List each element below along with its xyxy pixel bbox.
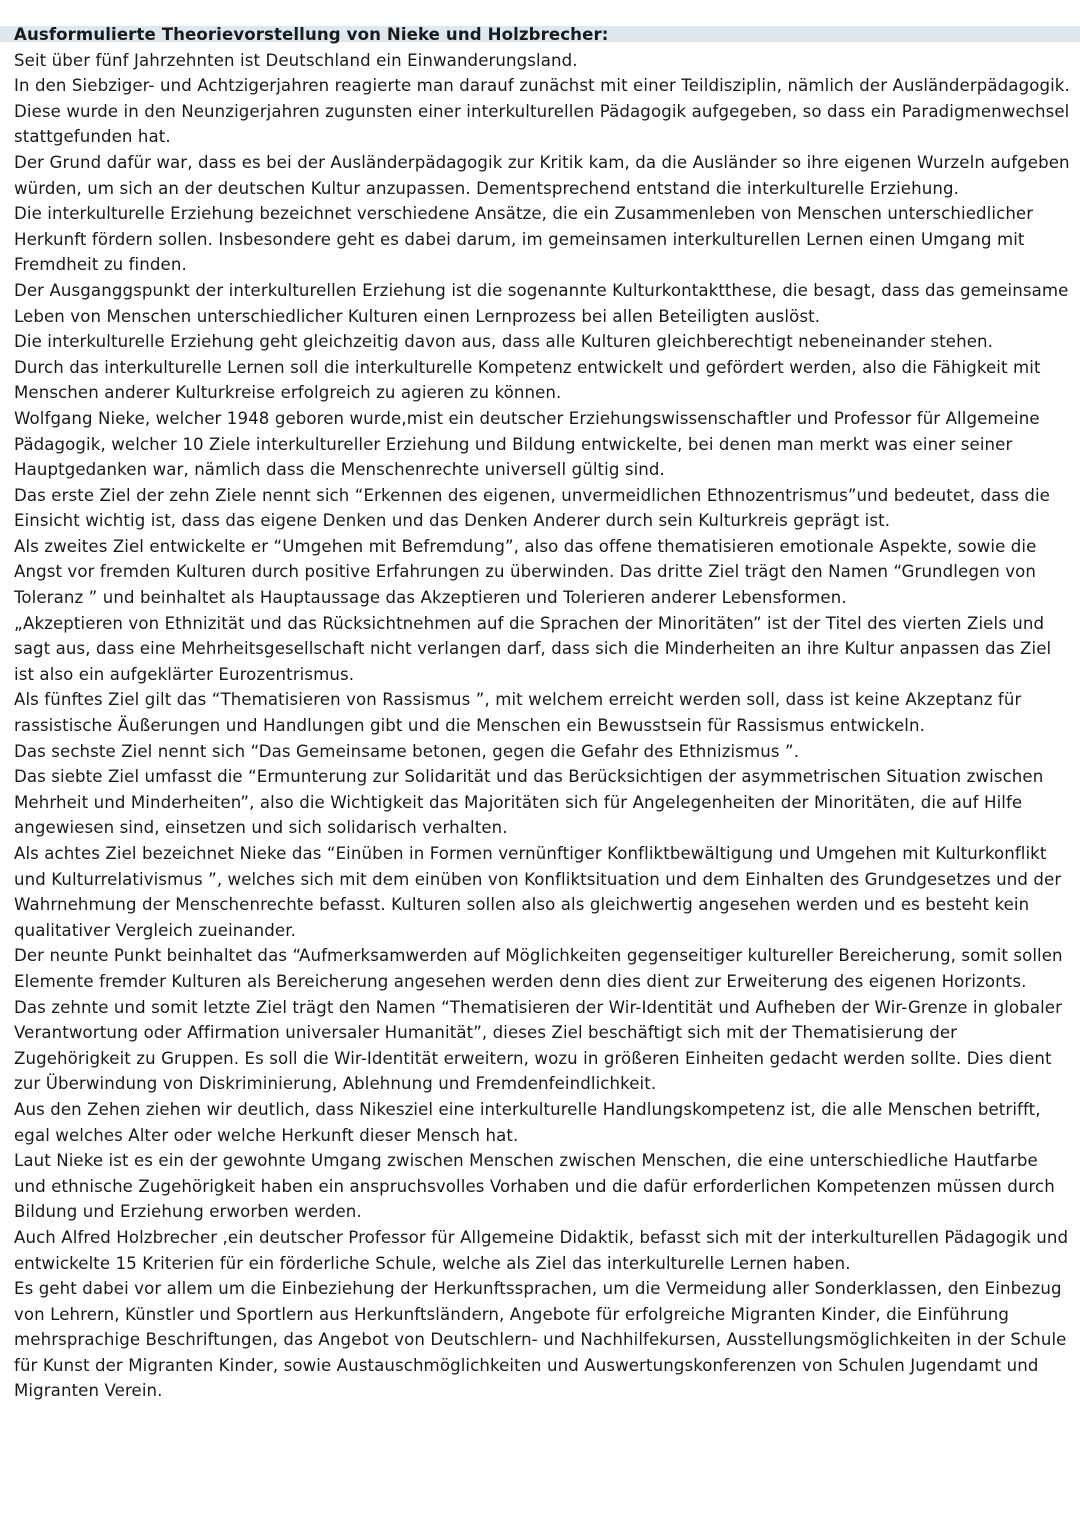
paragraph: Auch Alfred Holzbrecher ,ein deutscher Professor für Allgemeine Didaktik, befasst sich mit der interkulturellen Pädagogik und entwickelte 15 Kriterien für ein förderliche Schule, welche als Ziel das interkulturelle Lernen haben.	[14, 1227, 1069, 1273]
paragraph: Das zehnte und somit letzte Ziel trägt den Namen “Thematisieren der Wir-Identität und Aufheben der Wir-Grenze in globaler Verantwortung oder Affirmation universaler Humanität”, dieses Ziel beschäftigt sich mit der Thematisierung der Zugehörigkeit zu Gruppen. Es soll die Wir-Identität erweitern, wozu in größeren Einheiten gedacht werden sollte. Dies dient zur Überwindung von Diskriminierung, Ablehnung und Fremdenfeindlichkeit.	[14, 997, 1063, 1094]
paragraph: Durch das interkulturelle Lernen soll die interkulturelle Kompetenz entwickelt und gefördert werden, also die Fähigkeit mit Menschen anderer Kulturkreise erfolgreich zu agieren zu können.	[14, 357, 1041, 403]
paragraph: „Akzeptieren von Ethnizität und das Rücksichtnehmen auf die Sprachen der Minoritäten” ist der Titel des vierten Ziels und sagt aus, dass eine Mehrheitsgesellschaft nicht verlangen darf, dass sich die Minderheiten an ihre Kultur anpassen das Ziel ist also ein aufgeklärter Eurozentrismus.	[14, 613, 1052, 684]
paragraph: Der Ausganggspunkt der interkulturellen Erziehung ist die sogenannte Kulturkontaktthese, die besagt, dass das gemeinsame Leben von Menschen unterschiedlicher Kulturen einen Lernprozess bei allen Beteiligten auslöst.	[14, 280, 1069, 326]
paragraph: Als fünftes Ziel gilt das “Thematisieren von Rassismus ”, mit welchem erreicht werden soll, dass ist keine Akzeptanz für rassistische Äußerungen und Handlungen gibt und die Menschen ein Bewusstsein für Rassismus entwickeln.	[14, 690, 1022, 736]
document	[14, 22, 1072, 1404]
paragraph: Als zweites Ziel entwickelte er “Umgehen mit Befremdung”, also das offene thematisieren emotionale Aspekte, sowie die Angst vor fremden Kulturen durch positive Erfahrungen zu überwinden. Das dritte Ziel trägt den Namen “Grundlegen von Toleranz ” und beinhaltet als Hauptaussage das Akzeptieren und Tolerieren anderer Lebensformen.	[14, 536, 1037, 608]
paragraph: Laut Nieke ist es ein der gewohnte Umgang zwischen Menschen zwischen Menschen, die eine unterschiedliche Hautfarbe und ethnische Zugehörigkeit haben ein anspruchsvolles Vorhaben und die dafür erforderlichen Kompetenzen müssen durch Bildung und Erziehung erworben werden.	[14, 1151, 1055, 1222]
paragraph: Wolfgang Nieke, welcher 1948 geboren wurde,mist ein deutscher Erziehungswissenschaftler und Professor für Allgemeine Pädagogik, welcher 10 Ziele interkultureller Erziehung und Bildung entwickelte, bei denen man merkt was einer seiner Hauptgedanken war, nämlich dass die Menschenrechte universell gültig sind.	[14, 408, 1040, 480]
paragraph: Die interkulturelle Erziehung geht gleichzeitig davon aus, dass alle Kulturen gleichberechtigt nebeneinander stehen.	[14, 332, 994, 352]
paragraph: Es geht dabei vor allem um die Einbeziehung der Herkunftssprachen, um die Vermeidung aller Sonderklassen, den Einbezug von Lehrern, Künstler und Sportlern aus Herkunftsländern, Angebote für erfolgreiche Migranten Kinder, die Einführung mehrsprachige Beschriftungen, das Angebot von Deutschlern- und Nachhilfekursen, Ausstellungsmöglichkeiten in der Schule für Kunst der Migranten Kinder, sowie Austauschmöglichkeiten und Auswertungskonferenzen von Schulen Jugendamt und Migranten Verein.	[14, 1279, 1067, 1401]
paragraph: Die interkulturelle Erziehung bezeichnet verschiedene Ansätze, die ein Zusammenleben von Menschen unterschiedlicher Herkunft fördern sollen. Insbesondere geht es dabei darum, im gemeinsamen interkulturellen Lernen einen Umgang mit Fremdheit zu finden.	[14, 204, 1034, 275]
paragraph: Als achtes Ziel bezeichnet Nieke das “Einüben in Formen vernünftiger Konfliktbewältigung und Umgehen mit Kulturkonflikt und Kulturrelativismus ”, welches sich mit dem einüben von Konfliktsituation und dem Einhalten des Grundgesetzes und der Wahrnehmung der Menschenrechte befasst. Kulturen sollen also als gleichwertig angesehen werden und es besteht kein qualitativer Vergleich zueinander.	[14, 844, 1062, 940]
paragraph: In den Siebziger- und Achtzigerjahren reagierte man darauf zunächst mit einer Teildisziplin, nämlich der Ausländerpädagogik. Diese wurde in den Neunzigerjahren zugunsten einer interkulturellen Pädagogik aufgegeben, so dass ein Paradigmenwechsel stattgefunden hat.	[14, 76, 1070, 147]
paragraph: Das sechste Ziel nennt sich “Das Gemeinsame betonen, gegen die Gefahr des Ethnizismus ”.	[14, 741, 800, 761]
paragraph: Das erste Ziel der zehn Ziele nennt sich “Erkennen des eigenen, unvermeidlichen Ethnozentrismus”und bedeutet, dass die Einsicht wichtig ist, dass das eigene Denken und das Denken Anderer durch sein Kulturkreis geprägt ist.	[14, 485, 1050, 531]
paragraph: Aus den Zehen ziehen wir deutlich, dass Nikesziel eine interkulturelle Handlungskompetenz ist, die alle Menschen betrifft, egal welches Alter oder welche Herkunft dieser Mensch hat.	[14, 1099, 1041, 1145]
paragraph: Seit über fünf Jahrzehnten ist Deutschland ein Einwanderungsland.	[14, 50, 578, 70]
document-title: Ausformulierte Theorievorstellung von Nieke und Holzbrecher:	[14, 25, 609, 44]
paragraph: Der Grund dafür war, dass es bei der Ausländerpädagogik zur Kritik kam, da die Ausländer so ihre eigenen Wurzeln aufgeben würden, um sich an der deutschen Kultur anzupassen. Dementsprechend entstand die interkulturelle Erziehung.	[14, 152, 1070, 198]
paragraph: Das siebte Ziel umfasst die “Ermunterung zur Solidarität und das Berücksichtigen der asymmetrischen Situation zwischen Mehrheit und Minderheiten”, also die Wichtigkeit das Majoritäten sich für Angelegenheiten der Minoritäten, die auf Hilfe angewiesen sind, einsetzen und sich solidarisch verhalten.	[14, 767, 1044, 838]
document-body	[14, 48, 1072, 1404]
paragraph: Der neunte Punkt beinhaltet das “Aufmerksamwerden auf Möglichkeiten gegenseitiger kultureller Bereicherung, somit sollen Elemente fremder Kulturen als Bereicherung angesehen werden denn dies dient zur Erweiterung des eigenen Horizonts.	[14, 946, 1063, 991]
